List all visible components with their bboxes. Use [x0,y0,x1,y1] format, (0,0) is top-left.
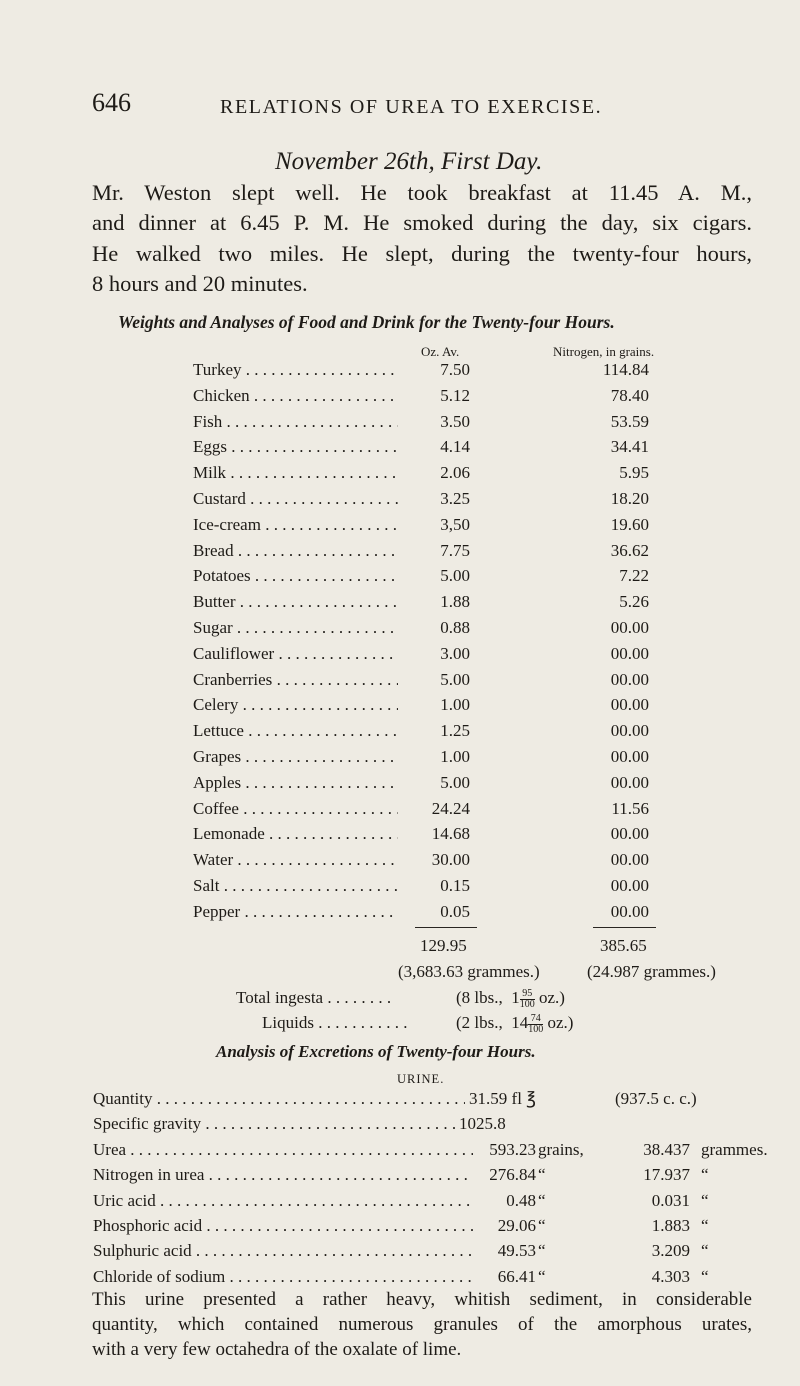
urine-value: 66.41 [494,1267,536,1287]
food-name: Celery . . . [193,695,398,715]
food-name: Bread . . . [193,541,398,561]
food-nitrogen: 00.00 [610,643,649,663]
urine-unit: “ [538,1216,546,1235]
leader-dots: . . . . . . . . [323,988,392,1007]
food-oz: 3.25 [398,489,470,509]
liquids-value: (2 lbs., 14 $\frac{74}{100}$ oz.) [456,1012,574,1035]
paragraph-line: 8 hours and 20 minutes. [92,270,308,296]
food-oz: 14.68 [398,824,470,844]
urine-value-grammes: 4.303 [651,1266,690,1286]
urine-unit: grains, [538,1139,584,1159]
food-oz: 30.00 [398,850,470,870]
closing-line: with a very few octahedra of the oxalate of lime. [92,1339,462,1360]
food-oz: 7.50 [398,360,470,380]
food-row [193,902,713,928]
urine-unit-grammes: “ [701,1241,709,1261]
food-nitrogen: 00.00 [610,669,649,689]
food-name: Potatoes . . . [193,566,398,586]
food-row [193,541,713,567]
food-row [193,618,713,644]
food-nitrogen: 00.00 [610,824,649,844]
food-nitrogen: 36.62 [610,540,649,560]
food-nitrogen: 19.60 [610,514,649,534]
total-rule-oz [415,927,477,928]
urine-value-grammes: 17.937 [643,1165,690,1185]
intro-paragraph [92,178,752,299]
leader-dots: . . . . . . . . . . . [313,1013,408,1032]
closing-line: quantity, which contained numerous granules of the amorphous urates, [92,1314,752,1335]
food-row [193,644,713,670]
food-row [193,799,713,825]
food-row [193,463,713,489]
column-header-nitrogen: Nitrogen, in grains. [553,344,655,359]
urine-value-grammes: 38.437 [643,1139,690,1159]
liquids-label: Liquids [262,1013,314,1032]
paragraph-line: Mr. Weston slept well. He took breakfast at 11.45 A. M., [92,180,752,205]
food-oz: 5.00 [398,773,470,793]
food-nitrogen: 114.84 [602,360,649,379]
urine-unit-grammes: “ [701,1165,709,1185]
food-name: Water . . . [193,850,398,870]
food-row [193,515,713,541]
closing-paragraph [92,1287,752,1362]
food-row [193,695,713,721]
food-oz: 24.24 [398,799,470,819]
urine-value: 29.06 [494,1216,536,1236]
food-nitrogen: 78.40 [610,385,649,405]
food-oz: 0.88 [398,618,470,638]
urine-value: 0.48 [502,1191,536,1211]
urine-unit: “ [538,1190,546,1210]
food-oz: 3.00 [398,644,470,664]
food-oz: 5.12 [398,386,470,406]
food-nitrogen: 00.00 [610,721,649,741]
food-nitrogen: 34.41 [610,437,649,457]
food-name: Apples . . . [193,773,398,793]
food-oz: 1.25 [398,721,470,741]
food-nitrogen: 7.22 [619,566,649,586]
food-name: Coffee . . . [193,799,398,819]
food-nitrogen: 5.95 [619,463,649,483]
urine-row [93,1114,763,1140]
urine-subheading: URINE. [397,1072,445,1086]
date-line: November 26th, First Day. [275,148,543,175]
urine-row [93,1139,768,1166]
urine-value: 31.59 fl ℥ [465,1089,536,1109]
urine-item-name: Specific gravity . . . [93,1114,473,1134]
urine-item-name: Quantity . . . [93,1089,473,1109]
food-name: Cranberries . . . [193,670,398,690]
food-name: Lemonade . . . [193,824,398,844]
food-name: Custard . . . [193,489,398,509]
food-row [193,876,713,902]
food-nitrogen: 00.00 [610,876,649,895]
urine-item-name: Uric acid . . . [93,1191,473,1211]
food-oz: 3.50 [398,412,470,432]
excretions-heading: Analysis of Excretions of Twenty-four Hours. [216,1042,536,1061]
food-oz: 0.05 [398,902,470,922]
total-ingesta-label: Total ingesta [236,988,324,1007]
total-oz-grammes: (3,683.63 grammes.) [398,962,540,981]
total-ingesta-row [236,987,565,1010]
food-oz: 4.14 [398,437,470,457]
food-nitrogen: 53.59 [610,411,649,431]
food-oz: 2.06 [398,463,470,483]
urine-value: 593.23 [485,1140,536,1160]
food-nitrogen: 5.26 [619,592,649,612]
food-name: Salt . . . [193,876,398,896]
urine-item-name: Sulphuric acid . . . [93,1241,473,1261]
urine-row [93,1191,763,1217]
total-rule-nitrogen [593,927,656,928]
page-number: 646 [92,88,131,117]
food-name: Lettuce . . . [193,721,398,741]
urine-unit-grammes: “ [701,1190,709,1210]
total-nitrogen-grammes: (24.987 grammes.) [587,962,716,981]
urine-value: 276.84 [485,1165,536,1185]
paragraph-line: and dinner at 6.45 P. M. He smoked during the day, six cigars. [92,210,752,236]
food-nitrogen: 00.00 [610,618,649,637]
urine-row [93,1216,763,1242]
urine-value: 49.53 [494,1241,536,1261]
food-name: Sugar . . . [193,618,398,638]
urine-value-grammes: (937.5 c. c.) [615,1089,697,1108]
food-name: Eggs . . . [193,437,398,457]
urine-unit: “ [538,1241,546,1261]
column-header-oz: Oz. Av. [421,344,460,359]
urine-item-name: Phosphoric acid . . . [93,1216,473,1236]
food-row [193,824,713,850]
urine-unit-grammes: “ [701,1216,709,1235]
food-name: Ice-cream . . . [193,515,398,535]
food-nitrogen: 18.20 [610,489,649,508]
food-row [193,412,713,438]
food-row [193,360,713,386]
food-row [193,670,713,696]
food-name: Pepper . . . [193,902,398,922]
food-name: Butter . . . [193,592,398,612]
urine-unit-grammes: “ [701,1266,709,1286]
food-row [193,489,713,515]
urine-item-name: Urea . . . [93,1140,473,1160]
food-nitrogen: 00.00 [610,695,649,715]
urine-unit-grammes: grammes. [701,1139,768,1159]
food-row [193,747,713,773]
food-nitrogen: 00.00 [610,772,649,792]
total-nitrogen: 385.65 [600,936,647,955]
food-nitrogen: 00.00 [610,850,649,870]
urine-item-name: Chloride of sodium . . . [93,1267,473,1287]
food-name: Chicken . . . [193,386,398,406]
food-name: Fish . . . [193,412,398,432]
food-name: Milk . . . [193,463,398,483]
urine-value: 1025.8 [455,1114,506,1134]
food-oz: 1.00 [398,747,470,767]
urine-item-name: Nitrogen in urea . . . [93,1165,473,1185]
food-row [193,566,713,592]
food-name: Turkey . . . [193,360,398,380]
food-oz: 5.00 [398,670,470,690]
urine-value-grammes: 0.031 [651,1190,690,1210]
food-row [193,721,713,747]
closing-line: This urine presented a rather heavy, whitish sediment, in considerable [92,1289,752,1310]
food-row [193,773,713,799]
food-oz: 7.75 [398,541,470,561]
liquids-row [262,1012,574,1035]
urine-value-grammes: 1.883 [651,1216,690,1235]
total-ingesta-value: (8 lbs., 1 $\frac{95}{100}$ oz.) [456,987,565,1010]
food-nitrogen: 11.56 [611,798,649,818]
food-table-heading: Weights and Analyses of Food and Drink for the Twenty-four Hours. [118,312,615,332]
food-nitrogen: 00.00 [610,747,649,766]
food-name: Grapes . . . [193,747,398,767]
food-oz: 1.00 [398,695,470,715]
food-row [193,850,713,876]
food-oz: 0.15 [398,876,470,896]
running-title: RELATIONS OF UREA TO EXERCISE. [220,96,603,118]
food-row [193,386,713,412]
food-name: Cauliflower . . . [193,644,398,664]
urine-value-grammes: 3.209 [651,1241,690,1261]
paragraph-line: He walked two miles. He slept, during the twenty-four hours, [92,240,752,266]
urine-row [93,1089,763,1115]
total-oz: 129.95 [420,936,467,955]
urine-row [93,1241,763,1267]
food-row [193,437,713,463]
food-oz: 5.00 [398,566,470,586]
food-nitrogen: 00.00 [610,901,649,921]
food-oz: 1.88 [398,592,470,612]
urine-row [93,1165,763,1191]
urine-unit: “ [538,1165,546,1185]
food-row [193,592,713,618]
urine-unit: “ [538,1266,546,1286]
food-oz: 3,50 [398,515,470,535]
